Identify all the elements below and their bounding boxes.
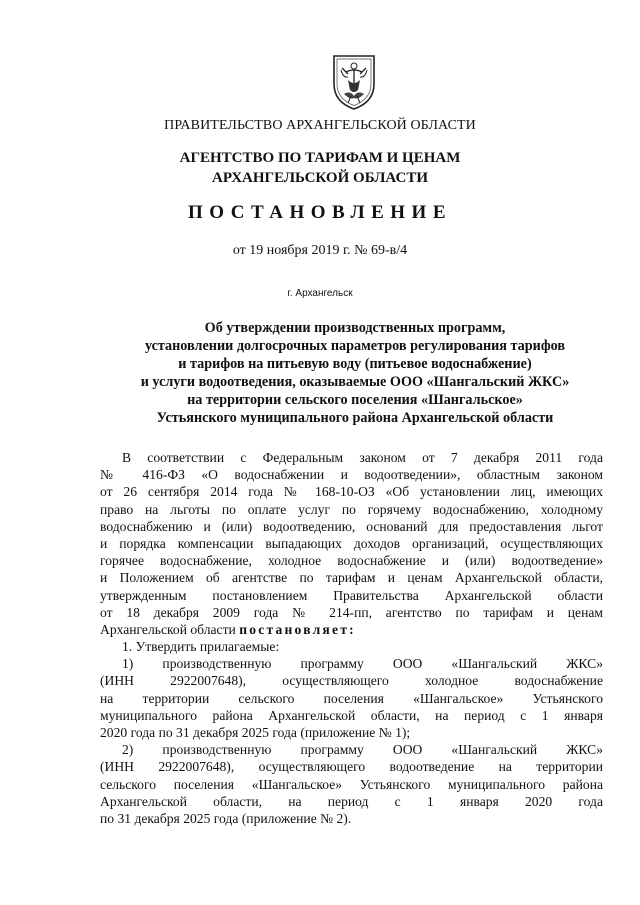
body-line: Архангельской области, на период с 1 января 2020 года bbox=[100, 793, 603, 809]
document-date-number: от 19 ноября 2019 г. № 69-в/4 bbox=[232, 243, 408, 258]
body-line: 2) производственную программу ООО «Шангальский ЖКС» bbox=[122, 742, 603, 758]
body-line: муниципального района Архангельской области, на период с 1 января bbox=[100, 707, 603, 723]
body-line: горячее водоснабжение, холодное водоснабжение и (или) водоотведение» bbox=[100, 553, 603, 569]
body-line: право на льготы по оплате услуг по горячему водоснабжению, холодному bbox=[100, 501, 603, 517]
body-line: № 416-ФЗ «О водоснабжении и водоотведении», областным законом bbox=[100, 467, 603, 483]
coat-of-arms-emblem bbox=[328, 50, 380, 112]
title-line: на территории сельского поселения «Шангальское» bbox=[187, 392, 523, 408]
title-line: установлении долгосрочных параметров регулирования тарифов bbox=[144, 338, 566, 354]
document-body bbox=[100, 449, 603, 827]
body-line: 1. Утвердить прилагаемые: bbox=[122, 639, 280, 655]
document-city: г. Архангельск bbox=[287, 288, 353, 299]
document-type-heading: ПОСТАНОВЛЕНИЕ bbox=[187, 202, 453, 223]
agency-name-line-1: АГЕНТСТВО ПО ТАРИФАМ И ЦЕНАМ bbox=[179, 150, 461, 166]
body-line: сельского поселения «Шангальское» Устьянского муниципального района bbox=[100, 776, 603, 792]
body-line: 2020 года по 31 декабря 2025 года (приложение № 1); bbox=[100, 725, 411, 740]
body-line: (ИНН 2922007648), осуществляющего водоотведение на территории bbox=[100, 759, 603, 775]
body-line: от 18 декабря 2009 года № 214-пп, агентство по тарифам и ценам bbox=[100, 604, 603, 620]
body-line: по 31 декабря 2025 года (приложение № 2). bbox=[100, 810, 352, 826]
body-line: водоснабжению и (или) водоотведению, оснований для предоставления льгот bbox=[100, 518, 603, 534]
body-line: утвержденным постановлением Правительства Архангельской области bbox=[100, 587, 603, 603]
title-line: Устьянского муниципального района Архангельской области bbox=[156, 410, 554, 426]
body-line bbox=[100, 621, 603, 638]
item-1-1-paragraph bbox=[100, 655, 603, 741]
decree-word: постановляет: bbox=[239, 621, 356, 637]
preamble-paragraph bbox=[100, 449, 603, 638]
item-1-heading bbox=[100, 638, 603, 655]
title-line: и услуги водоотведения, оказываемые ООО «Шангальский ЖКС» bbox=[140, 374, 570, 390]
title-line: и тарифов на питьевую воду (питьевое водоснабжение) bbox=[178, 356, 532, 372]
agency-name bbox=[0, 148, 640, 188]
government-name: ПРАВИТЕЛЬСТВО АРХАНГЕЛЬСКОЙ ОБЛАСТИ bbox=[164, 118, 476, 133]
body-line: В соответствии с Федеральным законом от 7 декабря 2011 года bbox=[122, 450, 603, 465]
item-1-2-paragraph bbox=[100, 741, 603, 827]
body-line: (ИНН 2922007648), осуществляющего холодное водоснабжение bbox=[100, 673, 603, 689]
body-line: и Положением об агентстве по тарифам и ценам Архангельской области, bbox=[100, 570, 603, 586]
document-title bbox=[100, 319, 610, 427]
body-line: и порядка компенсации выпадающих доходов организаций, осуществляющих bbox=[100, 535, 603, 551]
title-line: Об утверждении производственных программ, bbox=[204, 320, 506, 336]
body-line: от 26 сентября 2014 года № 168-10-ОЗ «Об установлении лиц, имеющих bbox=[100, 484, 603, 500]
preamble-last-text: Архангельской области bbox=[100, 621, 236, 637]
body-line: на территории сельского поселения «Шангальское» Устьянского bbox=[100, 690, 603, 706]
body-line: 1) производственную программу ООО «Шангальский ЖКС» bbox=[122, 656, 603, 672]
agency-name-line-2: АРХАНГЕЛЬСКОЙ ОБЛАСТИ bbox=[212, 170, 428, 186]
